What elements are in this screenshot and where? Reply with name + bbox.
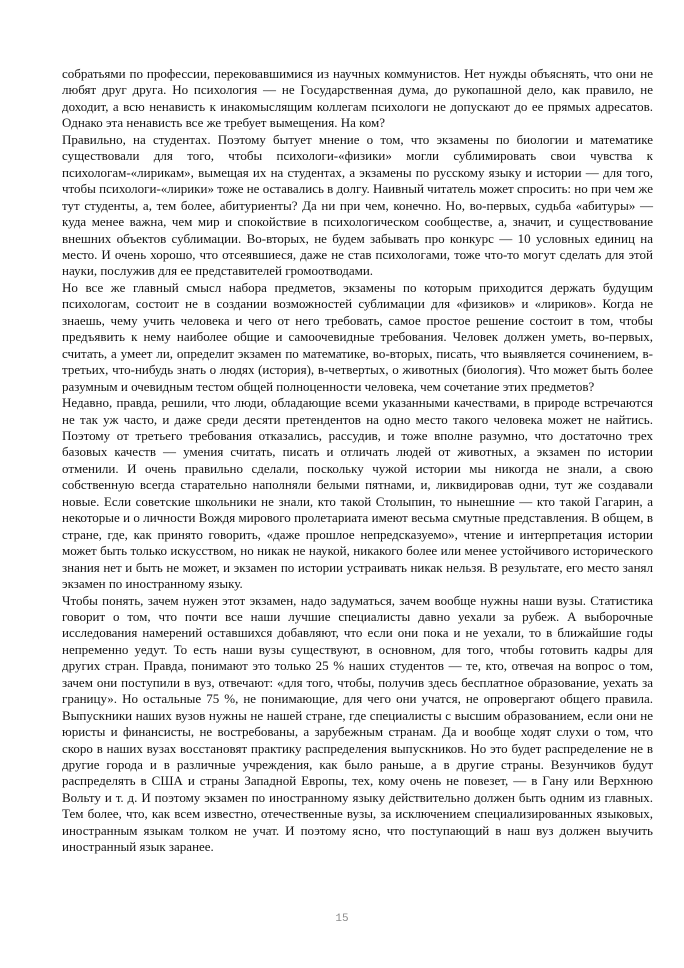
page-number: 15 (335, 913, 349, 925)
paragraph-2: Правильно, на студентах. Поэтому бытует мнение о том, что экзамены по биологии и математике существовали для того, чтобы психологи-«физики» могли сублимировать свои чувства к психологам-«лирикам», вымещая их на студентах, а экзамены по русскому языку и истории — для того, чтобы психологи-«лирики» тоже не оставались в долгу. Наивный читатель может спросить: но при чем же тут студенты, а, тем более, абитуриенты? Да ни при чем, конечно. Но, во-первых, судьба «абитуры» — куда менее важна, чем мир и спокойствие в психологическом сообществе, а, значит, и существование внешних объектов сублимации. Во-вторых, не будем забывать про конкурс — 10 условных единиц на место. И очень хорошо, что отсеявшиеся, даже не став психологами, тоже что-то могут сделать для этой науки, послужив для ее представителей громоотводами. (62, 131, 653, 279)
document-body (62, 66, 653, 856)
paragraph-3: Но все же главный смысл набора предметов, экзамены по которым приходится держать будущим психологам, состоит не в создании возможностей сублимации для «физиков» и «лириков». Когда не знаешь, чему учить человека и чего от него требовать, самое простое решение состоит в том, чтобы предъявить к нему наиболее общие и самоочевидные требования. Человек должен уметь, во-первых, считать, а умеет ли, определит экзамен по математике, во-вторых, писать, что выявляется сочинением, в-третьих, что-нибудь знать о людях (история), в-четвертых, о животных (биология). Что может быть более разумным и очевидным тестом общей полноценности человека, чем сочетание этих предметов? (62, 279, 653, 394)
paragraph-4: Недавно, правда, решили, что люди, обладающие всеми указанными качествами, в природе встречаются не так уж часто, и даже среди десяти претендентов на одно место такого человека может не найтись. Поэтому от третьего требования отказались, рассудив, и тоже вполне разумно, что достаточно трех базовых качеств — умения считать, писать и отличать людей от животных, а экзамен по истории отменили. И очень правильно сделали, поскольку чужой истории мы никогда не знали, а свою собственную всегда старательно наполняли белыми пятнами, и, ликвидировав одни, тут же создавали новые. Если советские школьники не знали, кто такой Столыпин, то нынешние — кто такой Гагарин, а некоторые и о личности Вождя мирового пролетариата имеют весьма смутные представления. В общем, в стране, где, как принято говорить, «даже прошлое непредсказуемо», чтение и интерпретация истории может быть только искусством, но никак не наукой, никакого более или менее устойчивого исторического знания нет и быть не может, и экзамен по истории устраивать никак нельзя. В результате, его место занял экзамен по иностранному языку. (62, 395, 653, 592)
paragraph-5: Чтобы понять, зачем нужен этот экзамен, надо задуматься, зачем вообще нужны наши вузы. Статистика говорит о том, что почти все наши лучшие специалисты давно уехали за рубеж. А выборочные исследования намерений оставшихся добавляют, что если они пока и не уехали, то в ближайшие годы непременно уедут. То есть наши вузы существуют, в основном, для того, чтобы готовить кадры для других стран. Правда, понимают это только 25 % наших студентов — те, кто, отвечая на вопрос о том, зачем они поступили в вуз, отвечают: «для того, чтобы, получив здесь бесплатное образование, уехать за границу». Но остальные 75 %, не понимающие, для чего они учатся, не опровергают общего правила. Выпускники наших вузов нужны не нашей стране, где специалисты с высшим образованием, если они не юристы и финансисты, не востребованы, а зарубежным странам. Да и вообще ходят слухи о том, что скоро в наших вузах восстановят практику распределения выпускников. Но это будет распределение не в другие города и в различные учреждения, как было раньше, а в другие страны. Везунчиков будут распределять в США и страны Западной Европы, тех, кому очень не повезет, — в Гану или Верхнюю Вольту и т. д. И поэтому экзамен по иностранному языку действительно должен быть одним из главных. Тем более, что, как всем известно, отечественные вузы, за исключением специализированных языковых, иностранным языкам толком не учат. И поэтому ясно, что поступающий в наш вуз должен выучить иностранный язык заранее. (62, 592, 653, 855)
paragraph-1: собратьями по профессии, перековавшимися из научных коммунистов. Нет нужды объяснять, что они не любят друг друга. Но психология — не Государственная дума, до рукопашной дело, как правило, не доходит, а всю ненависть к инакомыслящим коллегам психологи не допускают до ее прямых адресатов. Однако эта ненависть все же требует вымещения. На ком? (62, 66, 653, 131)
